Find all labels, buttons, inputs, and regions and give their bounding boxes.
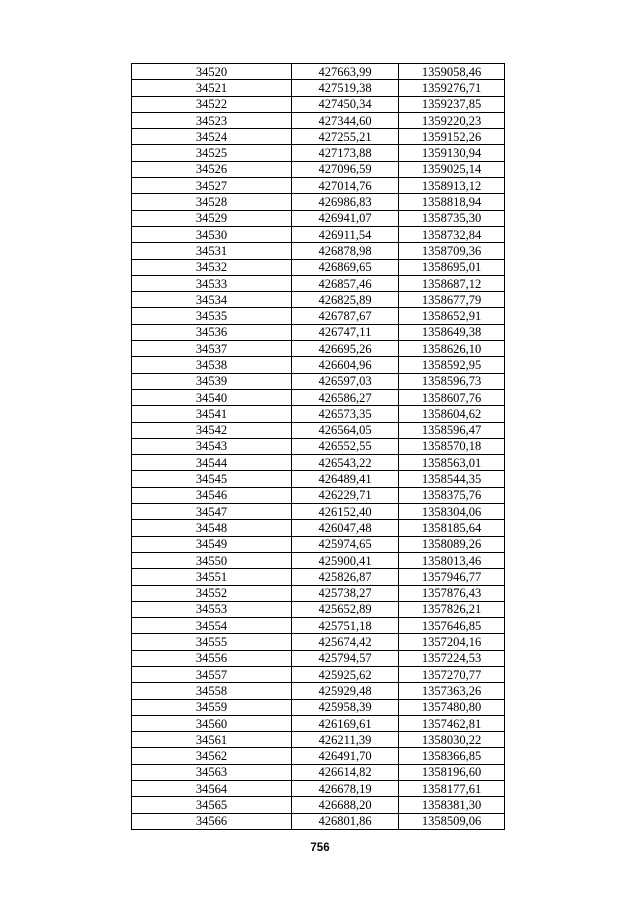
table-row xyxy=(132,813,505,829)
x-coordinate-cell: 425794,57 xyxy=(292,650,399,666)
x-coordinate-cell: 426169,61 xyxy=(292,715,399,731)
table-row xyxy=(132,536,505,552)
y-coordinate-cell: 1358732,84 xyxy=(399,226,505,242)
x-coordinate-cell: 427344,60 xyxy=(292,112,399,128)
point-number-cell: 34559 xyxy=(132,699,292,715)
point-number-cell: 34564 xyxy=(132,781,292,797)
y-coordinate-cell: 1358196,60 xyxy=(399,764,505,780)
table-row xyxy=(132,129,505,145)
x-coordinate-cell: 427096,59 xyxy=(292,161,399,177)
y-coordinate-cell: 1357462,81 xyxy=(399,715,505,731)
point-number-cell: 34539 xyxy=(132,373,292,389)
table-row xyxy=(132,569,505,585)
point-number-cell: 34551 xyxy=(132,569,292,585)
point-number-cell: 34545 xyxy=(132,471,292,487)
point-number-cell: 34549 xyxy=(132,536,292,552)
y-coordinate-cell: 1358649,38 xyxy=(399,324,505,340)
point-number-cell: 34529 xyxy=(132,210,292,226)
x-coordinate-cell: 426911,54 xyxy=(292,226,399,242)
point-number-cell: 34550 xyxy=(132,552,292,568)
table-row xyxy=(132,715,505,731)
y-coordinate-cell: 1358570,18 xyxy=(399,438,505,454)
y-coordinate-cell: 1358366,85 xyxy=(399,748,505,764)
y-coordinate-cell: 1358177,61 xyxy=(399,781,505,797)
point-number-cell: 34554 xyxy=(132,618,292,634)
y-coordinate-cell: 1358687,12 xyxy=(399,275,505,291)
point-number-cell: 34544 xyxy=(132,455,292,471)
x-coordinate-cell: 425751,18 xyxy=(292,618,399,634)
table-row xyxy=(132,487,505,503)
table-row xyxy=(132,585,505,601)
x-coordinate-cell: 426695,26 xyxy=(292,341,399,357)
table-row xyxy=(132,422,505,438)
point-number-cell: 34527 xyxy=(132,178,292,194)
table-row xyxy=(132,666,505,682)
x-coordinate-cell: 426211,39 xyxy=(292,732,399,748)
table-row xyxy=(132,650,505,666)
table-row xyxy=(132,357,505,373)
table-row xyxy=(132,601,505,617)
y-coordinate-cell: 1358089,26 xyxy=(399,536,505,552)
table-row xyxy=(132,292,505,308)
x-coordinate-cell: 426825,89 xyxy=(292,292,399,308)
point-number-cell: 34523 xyxy=(132,112,292,128)
x-coordinate-cell: 426941,07 xyxy=(292,210,399,226)
point-number-cell: 34558 xyxy=(132,683,292,699)
point-number-cell: 34528 xyxy=(132,194,292,210)
point-number-cell: 34565 xyxy=(132,797,292,813)
y-coordinate-cell: 1358607,76 xyxy=(399,389,505,405)
y-coordinate-cell: 1358563,01 xyxy=(399,455,505,471)
x-coordinate-cell: 425958,39 xyxy=(292,699,399,715)
x-coordinate-cell: 426229,71 xyxy=(292,487,399,503)
table-row xyxy=(132,259,505,275)
x-coordinate-cell: 426491,70 xyxy=(292,748,399,764)
y-coordinate-cell: 1359130,94 xyxy=(399,145,505,161)
point-number-cell: 34522 xyxy=(132,96,292,112)
point-number-cell: 34561 xyxy=(132,732,292,748)
x-coordinate-cell: 427014,76 xyxy=(292,178,399,194)
point-number-cell: 34535 xyxy=(132,308,292,324)
point-number-cell: 34521 xyxy=(132,80,292,96)
table-row xyxy=(132,471,505,487)
x-coordinate-cell: 426586,27 xyxy=(292,389,399,405)
x-coordinate-cell: 425738,27 xyxy=(292,585,399,601)
point-number-cell: 34557 xyxy=(132,666,292,682)
point-number-cell: 34553 xyxy=(132,601,292,617)
table-row xyxy=(132,406,505,422)
table-row xyxy=(132,275,505,291)
coordinates-table xyxy=(131,63,505,830)
point-number-cell: 34542 xyxy=(132,422,292,438)
table-row xyxy=(132,504,505,520)
point-number-cell: 34546 xyxy=(132,487,292,503)
x-coordinate-cell: 426678,19 xyxy=(292,781,399,797)
point-number-cell: 34530 xyxy=(132,226,292,242)
point-number-cell: 34563 xyxy=(132,764,292,780)
table-row xyxy=(132,243,505,259)
x-coordinate-cell: 426857,46 xyxy=(292,275,399,291)
y-coordinate-cell: 1359058,46 xyxy=(399,64,505,80)
y-coordinate-cell: 1358695,01 xyxy=(399,259,505,275)
y-coordinate-cell: 1357876,43 xyxy=(399,585,505,601)
point-number-cell: 34543 xyxy=(132,438,292,454)
point-number-cell: 34552 xyxy=(132,585,292,601)
x-coordinate-cell: 425929,48 xyxy=(292,683,399,699)
y-coordinate-cell: 1358709,36 xyxy=(399,243,505,259)
point-number-cell: 34547 xyxy=(132,504,292,520)
point-number-cell: 34540 xyxy=(132,389,292,405)
table-row xyxy=(132,341,505,357)
x-coordinate-cell: 426869,65 xyxy=(292,259,399,275)
point-number-cell: 34556 xyxy=(132,650,292,666)
y-coordinate-cell: 1357363,26 xyxy=(399,683,505,699)
y-coordinate-cell: 1357646,85 xyxy=(399,618,505,634)
table-row xyxy=(132,112,505,128)
table-row xyxy=(132,438,505,454)
table-row xyxy=(132,145,505,161)
point-number-cell: 34537 xyxy=(132,341,292,357)
point-number-cell: 34548 xyxy=(132,520,292,536)
page-number: 756 xyxy=(310,842,330,854)
point-number-cell: 34526 xyxy=(132,161,292,177)
y-coordinate-cell: 1358604,62 xyxy=(399,406,505,422)
table-row xyxy=(132,80,505,96)
y-coordinate-cell: 1358735,30 xyxy=(399,210,505,226)
y-coordinate-cell: 1357480,80 xyxy=(399,699,505,715)
y-coordinate-cell: 1358030,22 xyxy=(399,732,505,748)
y-coordinate-cell: 1359237,85 xyxy=(399,96,505,112)
coordinates-table-body xyxy=(132,64,505,830)
x-coordinate-cell: 426747,11 xyxy=(292,324,399,340)
x-coordinate-cell: 426552,55 xyxy=(292,438,399,454)
y-coordinate-cell: 1358818,94 xyxy=(399,194,505,210)
table-row xyxy=(132,797,505,813)
y-coordinate-cell: 1358509,06 xyxy=(399,813,505,829)
table-row xyxy=(132,308,505,324)
table-row xyxy=(132,96,505,112)
table-row xyxy=(132,389,505,405)
point-number-cell: 34538 xyxy=(132,357,292,373)
x-coordinate-cell: 427519,38 xyxy=(292,80,399,96)
table-row xyxy=(132,618,505,634)
x-coordinate-cell: 426597,03 xyxy=(292,373,399,389)
point-number-cell: 34541 xyxy=(132,406,292,422)
table-row xyxy=(132,178,505,194)
point-number-cell: 34566 xyxy=(132,813,292,829)
point-number-cell: 34520 xyxy=(132,64,292,80)
x-coordinate-cell: 425826,87 xyxy=(292,569,399,585)
point-number-cell: 34562 xyxy=(132,748,292,764)
x-coordinate-cell: 426152,40 xyxy=(292,504,399,520)
y-coordinate-cell: 1358913,12 xyxy=(399,178,505,194)
x-coordinate-cell: 426801,86 xyxy=(292,813,399,829)
x-coordinate-cell: 426614,82 xyxy=(292,764,399,780)
x-coordinate-cell: 426543,22 xyxy=(292,455,399,471)
y-coordinate-cell: 1358592,95 xyxy=(399,357,505,373)
point-number-cell: 34524 xyxy=(132,129,292,145)
x-coordinate-cell: 426604,96 xyxy=(292,357,399,373)
table-row xyxy=(132,161,505,177)
x-coordinate-cell: 425674,42 xyxy=(292,634,399,650)
y-coordinate-cell: 1358652,91 xyxy=(399,308,505,324)
x-coordinate-cell: 427173,88 xyxy=(292,145,399,161)
point-number-cell: 34560 xyxy=(132,715,292,731)
y-coordinate-cell: 1357204,16 xyxy=(399,634,505,650)
table-row xyxy=(132,210,505,226)
x-coordinate-cell: 426489,41 xyxy=(292,471,399,487)
y-coordinate-cell: 1359220,23 xyxy=(399,112,505,128)
table-row xyxy=(132,732,505,748)
table-row xyxy=(132,455,505,471)
y-coordinate-cell: 1358375,76 xyxy=(399,487,505,503)
y-coordinate-cell: 1358596,47 xyxy=(399,422,505,438)
table-row xyxy=(132,194,505,210)
x-coordinate-cell: 426986,83 xyxy=(292,194,399,210)
y-coordinate-cell: 1358626,10 xyxy=(399,341,505,357)
table-row xyxy=(132,748,505,764)
x-coordinate-cell: 426688,20 xyxy=(292,797,399,813)
x-coordinate-cell: 426573,35 xyxy=(292,406,399,422)
x-coordinate-cell: 427255,21 xyxy=(292,129,399,145)
x-coordinate-cell: 425925,62 xyxy=(292,666,399,682)
y-coordinate-cell: 1358013,46 xyxy=(399,552,505,568)
x-coordinate-cell: 427450,34 xyxy=(292,96,399,112)
table-row xyxy=(132,764,505,780)
point-number-cell: 34531 xyxy=(132,243,292,259)
y-coordinate-cell: 1357270,77 xyxy=(399,666,505,682)
x-coordinate-cell: 425974,65 xyxy=(292,536,399,552)
point-number-cell: 34555 xyxy=(132,634,292,650)
table-row xyxy=(132,552,505,568)
table-row xyxy=(132,226,505,242)
x-coordinate-cell: 426047,48 xyxy=(292,520,399,536)
point-number-cell: 34525 xyxy=(132,145,292,161)
x-coordinate-cell: 425652,89 xyxy=(292,601,399,617)
table-row xyxy=(132,683,505,699)
x-coordinate-cell: 425900,41 xyxy=(292,552,399,568)
table-row xyxy=(132,64,505,80)
y-coordinate-cell: 1357826,21 xyxy=(399,601,505,617)
table-row xyxy=(132,634,505,650)
x-coordinate-cell: 426564,05 xyxy=(292,422,399,438)
x-coordinate-cell: 426878,98 xyxy=(292,243,399,259)
table-row xyxy=(132,781,505,797)
point-number-cell: 34536 xyxy=(132,324,292,340)
point-number-cell: 34532 xyxy=(132,259,292,275)
table-row xyxy=(132,520,505,536)
table-row xyxy=(132,373,505,389)
y-coordinate-cell: 1358544,35 xyxy=(399,471,505,487)
x-coordinate-cell: 426787,67 xyxy=(292,308,399,324)
table-row xyxy=(132,324,505,340)
y-coordinate-cell: 1358381,30 xyxy=(399,797,505,813)
table-row xyxy=(132,699,505,715)
x-coordinate-cell: 427663,99 xyxy=(292,64,399,80)
y-coordinate-cell: 1358304,06 xyxy=(399,504,505,520)
y-coordinate-cell: 1359025,14 xyxy=(399,161,505,177)
y-coordinate-cell: 1359152,26 xyxy=(399,129,505,145)
y-coordinate-cell: 1358677,79 xyxy=(399,292,505,308)
y-coordinate-cell: 1358185,64 xyxy=(399,520,505,536)
y-coordinate-cell: 1357946,77 xyxy=(399,569,505,585)
y-coordinate-cell: 1359276,71 xyxy=(399,80,505,96)
point-number-cell: 34534 xyxy=(132,292,292,308)
point-number-cell: 34533 xyxy=(132,275,292,291)
y-coordinate-cell: 1357224,53 xyxy=(399,650,505,666)
y-coordinate-cell: 1358596,73 xyxy=(399,373,505,389)
